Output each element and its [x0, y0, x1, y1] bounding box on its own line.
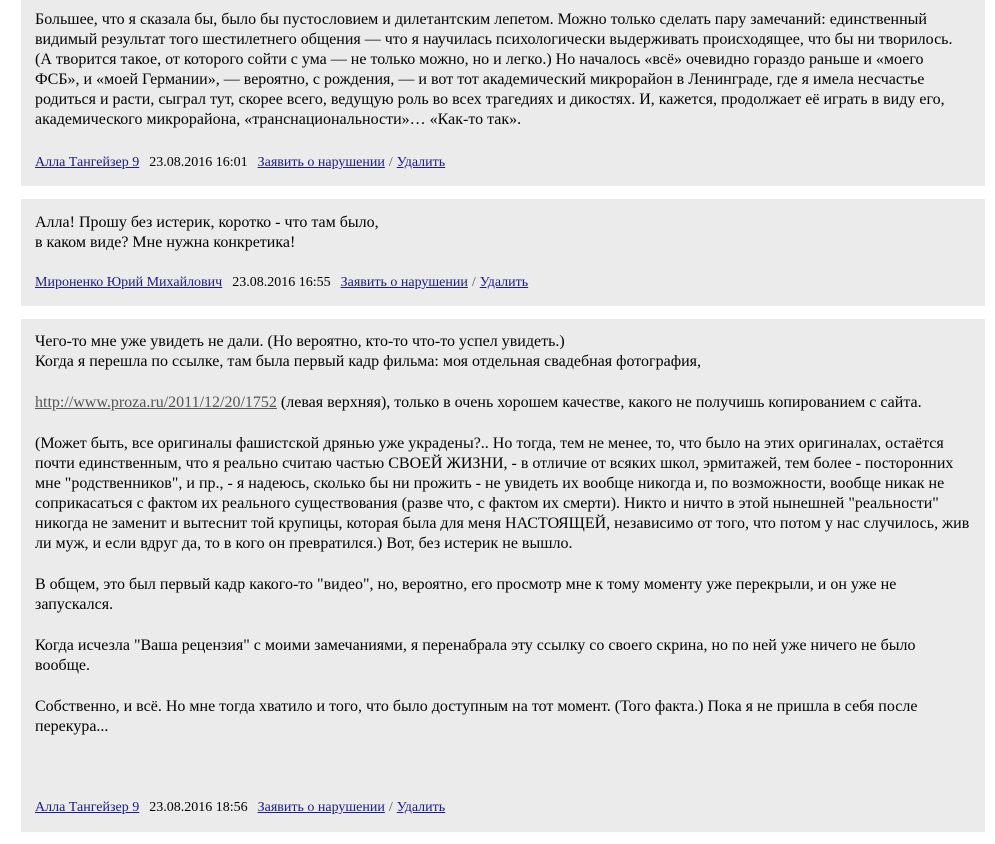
comment-meta: [35, 800, 445, 816]
comment-date: 23.08.2016 18:56: [149, 800, 248, 815]
comment-line: Чего-то мне уже увидеть не дали. (Но вероятно, кто-то что-то успел увидеть.): [35, 333, 565, 350]
report-link[interactable]: Заявить о нарушении: [257, 155, 385, 170]
external-link[interactable]: http://www.proza.ru/2011/12/20/1752: [35, 394, 277, 411]
author-link[interactable]: Алла Тангейзер 9: [35, 155, 140, 170]
comment-text: [35, 199, 971, 253]
comment-text: Большее, что я сказала бы, было бы пустословием и дилетантским лепетом. Можно только сделать пару замечаний: единственный видимый результат того шестилетнего общения — что я научилась психологически выдерживать происходящее, что бы ни творилось. (А творится такое, от которого сойти с ума — не только можно, но и легко.) Но началось «всё» очевидно гораздо раньше и «моего ФСБ», и «моей Германии», — вероятно, с рождения, — и вот тот академический микрорайон в Ленинграде, где я имела несчастье родиться и расти, сыграл тут, скорее всего, ведущую роль во всех трагедиях и дикостях. И, кажется, продолжает её играть в виду его, академического микрорайона, «транснациональности»… «Как-то так».: [35, 11, 953, 128]
separator: /: [388, 800, 393, 815]
comment-card: [21, 199, 985, 306]
comment-meta: [35, 155, 445, 171]
delete-link[interactable]: Удалить: [396, 800, 446, 815]
link-paragraph: [35, 393, 971, 413]
comment-card: [21, 319, 985, 832]
separator: /: [388, 155, 393, 170]
delete-link[interactable]: Удалить: [396, 155, 446, 170]
report-link[interactable]: Заявить о нарушении: [340, 275, 468, 290]
author-link[interactable]: Мироненко Юрий Михайлович: [35, 275, 223, 290]
comment-text: [35, 319, 971, 737]
comment-date: 23.08.2016 16:55: [232, 275, 331, 290]
paragraph-gap: [35, 554, 971, 575]
author-link[interactable]: Алла Тангейзер 9: [35, 800, 140, 815]
comment-date: 23.08.2016 16:01: [149, 155, 248, 170]
comment-card: [21, 0, 985, 186]
paragraph-gap: [35, 615, 971, 636]
comment-meta: [35, 275, 528, 291]
paragraph-gap: [35, 413, 971, 434]
link-trailing-text: (левая верхняя), только в очень хорошем качестве, какого не получишь копированием с сайта.: [276, 394, 922, 411]
comment-paragraph: Когда исчезла "Ваша рецензия" с моими замечаниями, я перенабрала эту ссылку со своего скрина, но по ней уже ничего не было вообще.: [35, 637, 916, 674]
comment-line: в каком виде? Мне нужна конкретика!: [35, 234, 296, 251]
comment-paragraph: Собственно, и всё. Но мне тогда хватило и того, что было доступным на тот момент. (Того факта.) Пока я не пришла в себя после перекура...: [35, 698, 918, 735]
paragraph-gap: [35, 676, 971, 697]
comment-line: Когда я перешла по ссылке, там была первый кадр фильма: моя отдельная свадебная фотография,: [35, 353, 701, 370]
delete-link[interactable]: Удалить: [479, 275, 529, 290]
paragraph-gap: [35, 372, 971, 393]
comment-paragraph: В общем, это был первый кадр какого-то "видео", но, вероятно, его просмотр мне к тому моменту уже перекрыли, и он уже не запускался.: [35, 576, 897, 613]
comment-paragraph: (Может быть, все оригиналы фашистской дрянью уже украдены?.. Но тогда, тем не менее, то, что было на этих оригиналах, остаётся почти единственным, что я реально считаю частью СВОЕЙ ЖИЗНИ, - в отличие от всяких школ, эрмитажей, тем более - посторонних мне "родственников", и пр., - я надеюсь, сколько бы ни прожить - не увидеть их вообще никогда и, по возможности, вообще никак не соприкасаться с фактом их реального существования (разве что, с фактом их смерти). Никто и ничто в этой нынешней "реальности" никогда не заменит и вытеснит той крупицы, которая была для меня НАСТОЯЩЕЙ, независимо от того, что потом у нас случилось, жив ли муж, и если вдруг да, то в кого он превратился.) Вот, без истерик не вышло.: [35, 435, 970, 552]
comment-line: Алла! Прошу без истерик, коротко - что там было,: [35, 214, 379, 231]
report-link[interactable]: Заявить о нарушении: [257, 800, 385, 815]
separator: /: [471, 275, 476, 290]
